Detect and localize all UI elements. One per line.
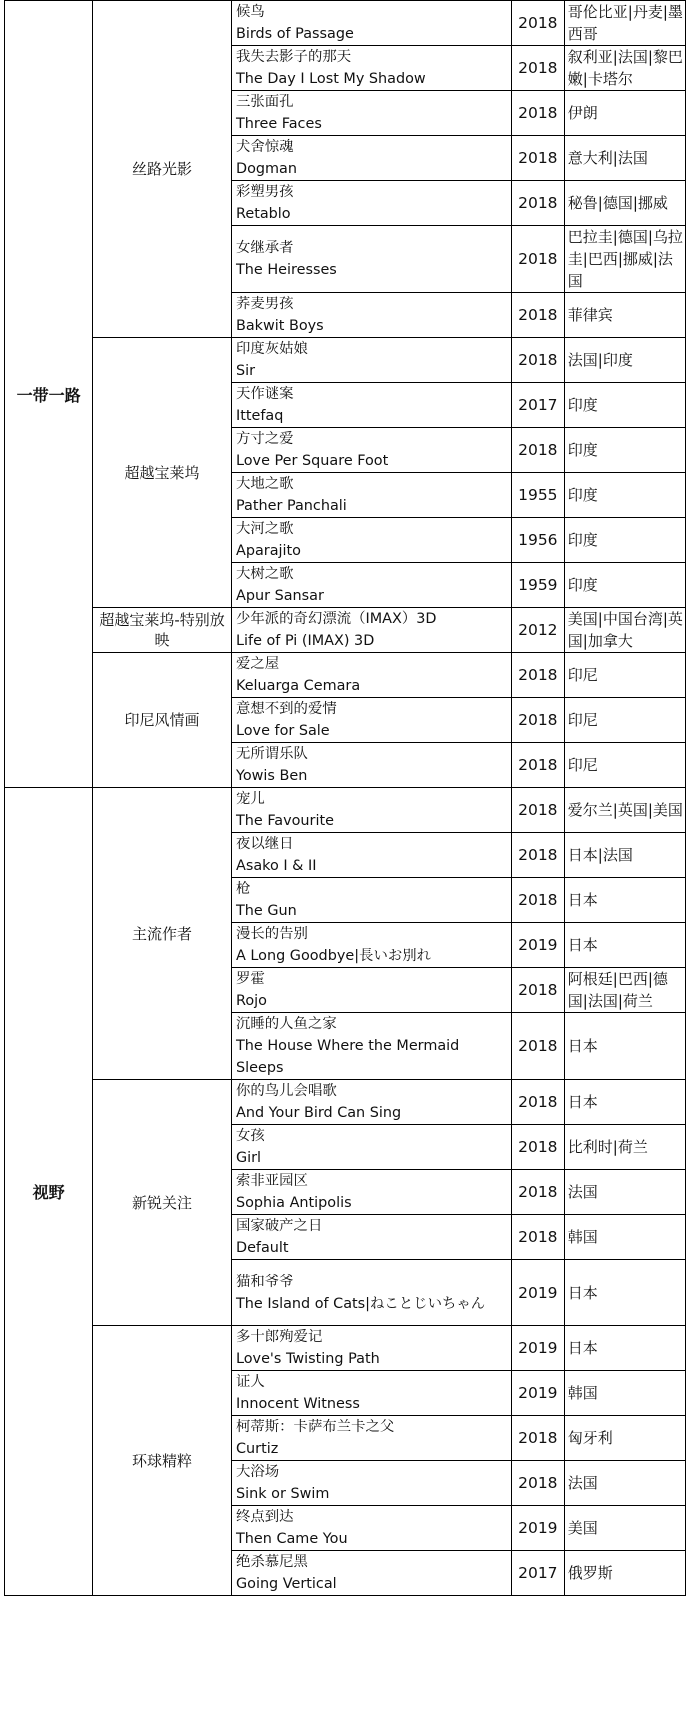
film-country-cell: 匈牙利: [564, 1416, 685, 1461]
film-country-cell: 印尼: [564, 698, 685, 743]
film-year-cell: 2018: [511, 698, 564, 743]
film-title-cell: [231, 653, 511, 698]
film-title-cn: 国家破产之日: [235, 1218, 323, 1234]
film-title-cell: [231, 338, 511, 383]
film-title-cell: [231, 136, 511, 181]
film-title-en: Apur Sansar: [235, 588, 324, 604]
table-row: [5, 1, 686, 46]
film-title-cell: [231, 1326, 511, 1371]
film-year-cell: 2017: [511, 383, 564, 428]
film-title-en: Sophia Antipolis: [235, 1195, 352, 1211]
film-schedule-table: [4, 0, 686, 1596]
film-year-cell: 2018: [511, 653, 564, 698]
table-row: [5, 1080, 686, 1125]
film-country-cell: 印度: [564, 383, 685, 428]
film-title-en: Love's Twisting Path: [235, 1351, 380, 1367]
film-title-en: Going Vertical: [235, 1576, 337, 1592]
film-year-cell: 2019: [511, 1506, 564, 1551]
film-title-cell: [231, 1013, 511, 1080]
film-title-en: Love Per Square Foot: [235, 453, 389, 469]
film-title-cn: 我失去影子的那天: [235, 49, 352, 65]
film-country-cell: 印度: [564, 428, 685, 473]
group-cell: 印尼风情画: [93, 653, 232, 788]
film-title-cn: 彩塑男孩: [235, 184, 294, 200]
film-year-cell: 2018: [511, 1013, 564, 1080]
film-title-en: The Gun: [235, 903, 297, 919]
film-title-en: Asako I & II: [235, 858, 317, 874]
film-title-cell: [231, 743, 511, 788]
film-country-cell: 法国: [564, 1170, 685, 1215]
film-title-en: Pather Panchali: [235, 498, 347, 514]
film-country-cell: 比利时|荷兰: [564, 1125, 685, 1170]
film-title-cn: 印度灰姑娘: [235, 341, 308, 357]
film-title-cell: [231, 608, 511, 653]
film-year-cell: 1956: [511, 518, 564, 563]
film-title-cn: 沉睡的人鱼之家: [235, 1016, 337, 1032]
film-title-en: Three Faces: [235, 116, 322, 132]
film-title-cell: [231, 563, 511, 608]
film-year-cell: 2018: [511, 46, 564, 91]
film-year-cell: 2018: [511, 833, 564, 878]
film-title-en: And Your Bird Can Sing: [235, 1105, 402, 1121]
film-country-cell: 法国: [564, 1461, 685, 1506]
film-title-en: Love for Sale: [235, 723, 330, 739]
group-cell: 主流作者: [93, 788, 232, 1080]
film-year-cell: 2018: [511, 743, 564, 788]
table-body: [5, 1, 686, 1596]
film-year-cell: 2018: [511, 428, 564, 473]
film-title-en: Sink or Swim: [235, 1486, 330, 1502]
film-title-cn: 爱之屋: [235, 656, 280, 672]
film-title-cn: 方寸之爱: [235, 431, 294, 447]
film-title-cell: [231, 1080, 511, 1125]
film-title-en: Life of Pi (IMAX) 3D: [235, 633, 375, 649]
film-title-en: The Island of Cats|ねことじいちゃん: [235, 1295, 486, 1312]
film-year-cell: 2018: [511, 788, 564, 833]
film-country-cell: 印度: [564, 563, 685, 608]
film-title-cell: [231, 383, 511, 428]
film-year-cell: 2019: [511, 923, 564, 968]
film-title-cell: [231, 1215, 511, 1260]
film-title-cn: 天作谜案: [235, 386, 294, 402]
group-cell: 新锐关注: [93, 1080, 232, 1326]
film-country-cell: 日本: [564, 1260, 685, 1326]
film-country-cell: 日本: [564, 923, 685, 968]
film-country-cell: 印度: [564, 473, 685, 518]
film-year-cell: 2018: [511, 1215, 564, 1260]
film-year-cell: 2019: [511, 1371, 564, 1416]
film-title-cn: 猫和爷爷: [235, 1273, 294, 1290]
film-title-en: The Heiresses: [235, 262, 337, 278]
film-year-cell: 2018: [511, 1125, 564, 1170]
group-cell: 环球精粹: [93, 1326, 232, 1596]
film-title-cn: 荞麦男孩: [235, 296, 294, 312]
film-title-cell: [231, 473, 511, 518]
film-country-cell: 爱尔兰|英国|美国: [564, 788, 685, 833]
film-title-en: Aparajito: [235, 543, 301, 559]
film-title-cn: 宠儿: [235, 791, 265, 807]
film-country-cell: 日本|法国: [564, 833, 685, 878]
film-country-cell: 叙利亚|法国|黎巴嫩|卡塔尔: [564, 46, 685, 91]
film-title-cn: 证人: [235, 1374, 265, 1390]
film-title-en: Innocent Witness: [235, 1396, 360, 1412]
film-title-cell: [231, 226, 511, 293]
film-title-cell: [231, 181, 511, 226]
table-row: [5, 338, 686, 383]
film-title-cell: [231, 91, 511, 136]
film-country-cell: 日本: [564, 878, 685, 923]
film-title-en: A Long Goodbye|長いお別れ: [235, 948, 432, 964]
film-title-cn: 多十郎殉爱记: [235, 1329, 323, 1345]
film-title-en: The House Where the Mermaid Sleeps: [235, 1038, 460, 1076]
film-year-cell: 1959: [511, 563, 564, 608]
film-year-cell: 2018: [511, 181, 564, 226]
film-country-cell: 美国: [564, 1506, 685, 1551]
film-title-cell: [231, 1461, 511, 1506]
film-year-cell: 2019: [511, 1326, 564, 1371]
film-country-cell: 意大利|法国: [564, 136, 685, 181]
film-year-cell: 2012: [511, 608, 564, 653]
film-title-cell: [231, 1125, 511, 1170]
film-country-cell: 印尼: [564, 653, 685, 698]
film-title-en: The Day I Lost My Shadow: [235, 71, 426, 87]
film-year-cell: 2018: [511, 338, 564, 383]
film-title-cell: [231, 1506, 511, 1551]
film-title-cn: 夜以继日: [235, 836, 294, 852]
film-title-cn: 大河之歌: [235, 521, 294, 537]
film-title-cn: 少年派的奇幻漂流（IMAX）3D: [235, 611, 437, 627]
film-year-cell: 2018: [511, 293, 564, 338]
film-title-cn: 罗霍: [235, 971, 265, 987]
film-title-en: Birds of Passage: [235, 26, 354, 42]
film-title-en: Rojo: [235, 993, 267, 1009]
film-title-cn: 无所谓乐队: [235, 746, 308, 762]
film-year-cell: 2018: [511, 1461, 564, 1506]
film-title-cell: [231, 428, 511, 473]
film-country-cell: 日本: [564, 1326, 685, 1371]
film-title-cn: 女继承者: [235, 240, 294, 256]
film-title-cn: 柯蒂斯：卡萨布兰卡之父: [235, 1419, 395, 1435]
film-title-en: Dogman: [235, 161, 297, 177]
film-title-cell: [231, 1416, 511, 1461]
film-title-cn: 意想不到的爱情: [235, 701, 337, 717]
film-year-cell: 2017: [511, 1551, 564, 1596]
film-year-cell: 2018: [511, 1416, 564, 1461]
film-country-cell: 伊朗: [564, 91, 685, 136]
film-title-cn: 漫长的告别: [235, 926, 308, 942]
film-country-cell: 印尼: [564, 743, 685, 788]
film-year-cell: 2018: [511, 91, 564, 136]
film-year-cell: 2018: [511, 968, 564, 1013]
film-title-cell: [231, 923, 511, 968]
film-country-cell: 阿根廷|巴西|德国|法国|荷兰: [564, 968, 685, 1013]
film-title-cn: 犬舍惊魂: [235, 139, 294, 155]
section-cell: 视野: [5, 788, 93, 1596]
film-title-cell: [231, 46, 511, 91]
film-title-cell: [231, 698, 511, 743]
film-title-cell: [231, 1260, 511, 1326]
film-year-cell: 2018: [511, 136, 564, 181]
film-title-en: Bakwit Boys: [235, 318, 324, 334]
film-country-cell: 日本: [564, 1013, 685, 1080]
film-country-cell: 菲律宾: [564, 293, 685, 338]
film-country-cell: 法国|印度: [564, 338, 685, 383]
film-year-cell: 1955: [511, 473, 564, 518]
film-year-cell: 2018: [511, 878, 564, 923]
film-title-cell: [231, 833, 511, 878]
table-row: [5, 608, 686, 653]
film-country-cell: 巴拉圭|德国|乌拉圭|巴西|挪威|法国: [564, 226, 685, 293]
table-row: [5, 788, 686, 833]
group-cell: 丝路光影: [93, 1, 232, 338]
film-title-cn: 大地之歌: [235, 476, 294, 492]
film-title-en: Ittefaq: [235, 408, 284, 424]
film-title-cn: 你的鸟儿会唱歌: [235, 1083, 337, 1099]
film-title-en: The Favourite: [235, 813, 334, 829]
film-title-cell: [231, 1551, 511, 1596]
section-cell: 一带一路: [5, 1, 93, 788]
film-title-en: Keluarga Cemara: [235, 678, 361, 694]
film-title-cn: 绝杀慕尼黑: [235, 1554, 308, 1570]
film-title-cell: [231, 968, 511, 1013]
table-row: [5, 653, 686, 698]
film-title-cn: 终点到达: [235, 1509, 294, 1525]
film-country-cell: 秘鲁|德国|挪威: [564, 181, 685, 226]
film-title-cell: [231, 1170, 511, 1215]
film-country-cell: 韩国: [564, 1371, 685, 1416]
film-year-cell: 2018: [511, 226, 564, 293]
film-title-cn: 枪: [235, 881, 251, 897]
film-year-cell: 2019: [511, 1260, 564, 1326]
film-country-cell: 俄罗斯: [564, 1551, 685, 1596]
film-title-cell: [231, 293, 511, 338]
film-title-en: Curtiz: [235, 1441, 279, 1457]
film-title-en: Yowis Ben: [235, 768, 308, 784]
film-title-cn: 女孩: [235, 1128, 265, 1144]
film-title-cell: [231, 518, 511, 563]
film-title-cn: 大浴场: [235, 1464, 280, 1480]
film-country-cell: 日本: [564, 1080, 685, 1125]
film-title-cn: 候鸟: [235, 4, 265, 20]
film-title-cn: 大树之歌: [235, 566, 294, 582]
group-cell: 超越宝莱坞: [93, 338, 232, 608]
film-title-en: Retablo: [235, 206, 291, 222]
film-title-cn: 索非亚园区: [235, 1173, 308, 1189]
film-title-cell: [231, 788, 511, 833]
film-title-cell: [231, 1371, 511, 1416]
film-country-cell: 哥伦比亚|丹麦|墨西哥: [564, 1, 685, 46]
table-row: [5, 1326, 686, 1371]
film-title-cn: 三张面孔: [235, 94, 294, 110]
film-title-cell: [231, 878, 511, 923]
film-year-cell: 2018: [511, 1, 564, 46]
film-country-cell: 印度: [564, 518, 685, 563]
film-country-cell: 韩国: [564, 1215, 685, 1260]
film-title-cell: [231, 1, 511, 46]
film-title-en: Girl: [235, 1150, 262, 1166]
film-title-en: Sir: [235, 363, 256, 379]
group-cell: 超越宝莱坞-特别放映: [93, 608, 232, 653]
film-title-en: Default: [235, 1240, 289, 1256]
film-year-cell: 2018: [511, 1170, 564, 1215]
film-title-en: Then Came You: [235, 1531, 348, 1547]
film-country-cell: 美国|中国台湾|英国|加拿大: [564, 608, 685, 653]
film-year-cell: 2018: [511, 1080, 564, 1125]
